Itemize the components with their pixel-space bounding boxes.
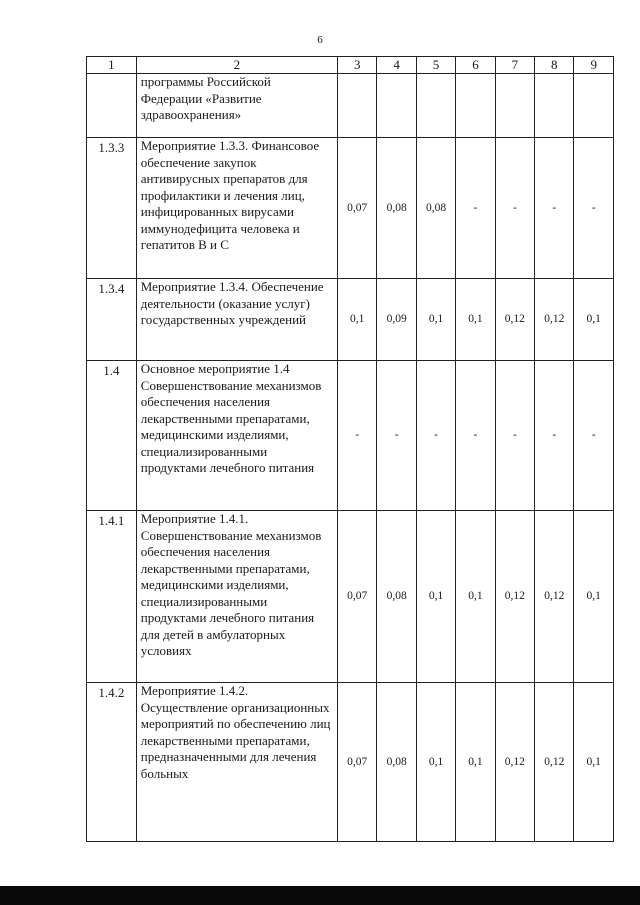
table-row bbox=[87, 683, 614, 842]
scan-border bbox=[0, 886, 640, 905]
value-cell bbox=[456, 74, 495, 138]
value-cell: - bbox=[416, 361, 455, 511]
header-cell: 6 bbox=[456, 57, 495, 74]
header-cell: 4 bbox=[377, 57, 416, 74]
value-cell: 0,1 bbox=[416, 683, 455, 842]
value-cell: 0,07 bbox=[338, 683, 377, 842]
value-cell: - bbox=[574, 138, 614, 279]
indicators-table bbox=[86, 56, 614, 842]
value-cell: 0,1 bbox=[574, 279, 614, 361]
row-name: программы Российской Федерации «Развитие здравоохранения» bbox=[136, 74, 337, 138]
value-cell bbox=[535, 74, 574, 138]
value-cell: 0,12 bbox=[535, 683, 574, 842]
value-cell: - bbox=[456, 361, 495, 511]
header-cell: 1 bbox=[87, 57, 137, 74]
row-number: 1.3.4 bbox=[87, 279, 137, 361]
value-cell: 0,12 bbox=[535, 279, 574, 361]
header-cell: 7 bbox=[495, 57, 534, 74]
row-name: Мероприятие 1.3.3. Финансовое обеспечение закупок антивирусных препаратов для профилактики и лечения лиц, инфицированных вирусами иммунодефицита человека и гепатитов В и С bbox=[136, 138, 337, 279]
value-cell: 0,09 bbox=[377, 279, 416, 361]
value-cell: 0,1 bbox=[574, 683, 614, 842]
value-cell: 0,08 bbox=[377, 511, 416, 683]
header-cell: 8 bbox=[535, 57, 574, 74]
table-row bbox=[87, 138, 614, 279]
row-name: Мероприятие 1.3.4. Обеспечение деятельности (оказание услуг) государственных учреждений bbox=[136, 279, 337, 361]
row-name: Мероприятие 1.4.2. Осуществление организационных мероприятий по обеспечению лиц лекарственными препаратами, предназначенными для лечения больных bbox=[136, 683, 337, 842]
value-cell bbox=[574, 74, 614, 138]
value-cell bbox=[338, 74, 377, 138]
table-header-row bbox=[87, 57, 614, 74]
value-cell: - bbox=[456, 138, 495, 279]
table-row bbox=[87, 279, 614, 361]
value-cell: - bbox=[574, 361, 614, 511]
table-row bbox=[87, 361, 614, 511]
value-cell: 0,12 bbox=[495, 279, 534, 361]
value-cell: - bbox=[535, 138, 574, 279]
row-name: Мероприятие 1.4.1. Совершенствование механизмов обеспечения населения лекарственными препаратами, медицинскими изделиями, специализированными продуктами лечебного питания для детей в амбулаторных условиях bbox=[136, 511, 337, 683]
page-number: 6 bbox=[317, 34, 323, 46]
header-cell: 3 bbox=[338, 57, 377, 74]
value-cell: 0,08 bbox=[377, 683, 416, 842]
value-cell: - bbox=[495, 361, 534, 511]
value-cell: 0,12 bbox=[535, 511, 574, 683]
header-cell: 9 bbox=[574, 57, 614, 74]
value-cell: - bbox=[535, 361, 574, 511]
value-cell: 0,08 bbox=[377, 138, 416, 279]
value-cell: 0,12 bbox=[495, 511, 534, 683]
row-number bbox=[87, 74, 137, 138]
header-cell: 2 bbox=[136, 57, 337, 74]
row-number: 1.3.3 bbox=[87, 138, 137, 279]
row-number: 1.4 bbox=[87, 361, 137, 511]
table-row bbox=[87, 74, 614, 138]
value-cell: - bbox=[495, 138, 534, 279]
value-cell: 0,1 bbox=[416, 511, 455, 683]
row-name: Основное мероприятие 1.4 Совершенствование механизмов обеспечения населения лекарственными препаратами, медицинскими изделиями, специализированными продуктами лечебного питания bbox=[136, 361, 337, 511]
value-cell bbox=[377, 74, 416, 138]
value-cell: 0,12 bbox=[495, 683, 534, 842]
value-cell bbox=[495, 74, 534, 138]
value-cell: - bbox=[338, 361, 377, 511]
table-row bbox=[87, 511, 614, 683]
value-cell: 0,1 bbox=[456, 511, 495, 683]
value-cell: 0,07 bbox=[338, 138, 377, 279]
header-cell: 5 bbox=[416, 57, 455, 74]
value-cell: - bbox=[377, 361, 416, 511]
row-number: 1.4.1 bbox=[87, 511, 137, 683]
row-number: 1.4.2 bbox=[87, 683, 137, 842]
value-cell: 0,1 bbox=[338, 279, 377, 361]
value-cell: 0,1 bbox=[456, 279, 495, 361]
value-cell: 0,1 bbox=[574, 511, 614, 683]
value-cell: 0,07 bbox=[338, 511, 377, 683]
value-cell bbox=[416, 74, 455, 138]
value-cell: 0,1 bbox=[456, 683, 495, 842]
value-cell: 0,1 bbox=[416, 279, 455, 361]
value-cell: 0,08 bbox=[416, 138, 455, 279]
